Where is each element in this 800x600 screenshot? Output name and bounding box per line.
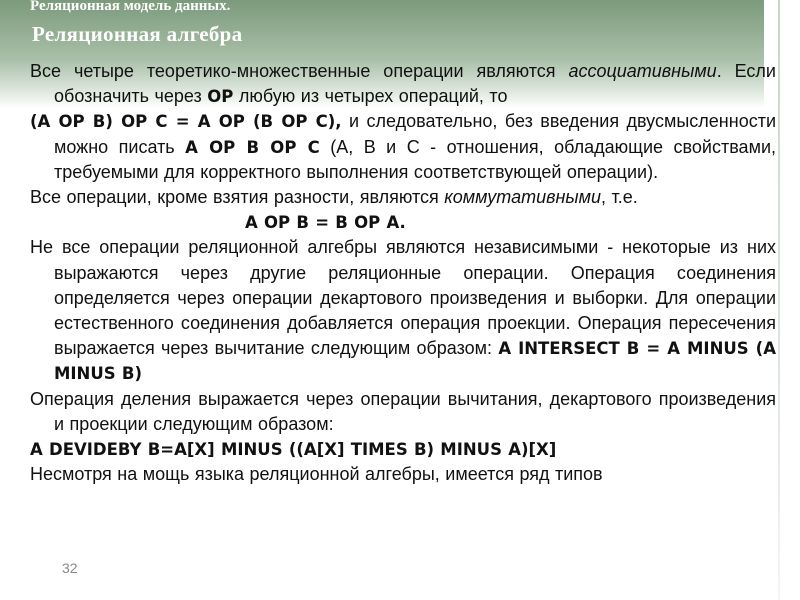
paragraph-associativity-formula bbox=[30, 109, 776, 185]
formula-associativity: (A OP B) OP C = A OP (B OP C), bbox=[30, 112, 342, 132]
slide-title: Реляционная алгебра bbox=[32, 22, 243, 46]
text-run: Все четыре теоретико-множественные операции являются bbox=[30, 61, 569, 81]
text-run: Все операции, кроме взятия разности, являются bbox=[30, 187, 445, 208]
formula-intersect: A INTERSECT B = A MINUS (A MINUS B) bbox=[54, 339, 776, 384]
slide-subtitle: Реляционная модель данных. bbox=[30, 0, 231, 14]
paragraph-associativity bbox=[30, 59, 776, 109]
text-run: Не все операции реляционной алгебры являются независимыми - некоторые из них выражаются через другие реляционные операции. Операция соединения определяется через операции декартового произведения и выборки. Для операции естественного соединения добавляется операция проекции. Операция пересечения выражается через вычитание следующим образом: bbox=[30, 237, 776, 359]
slide-body bbox=[30, 59, 776, 487]
text-run: Несмотря на мощь языка реляционной алгебры, имеется ряд типов bbox=[30, 464, 603, 485]
text-run: . Если обозначить через bbox=[54, 61, 776, 107]
op-symbol: OP bbox=[207, 87, 234, 107]
page-number: 32 bbox=[62, 560, 78, 576]
paragraph-independence bbox=[30, 235, 776, 386]
formula-commutativity bbox=[30, 210, 776, 235]
formula-chain: A OP B OP C bbox=[185, 137, 320, 157]
formula-division-text: A DEVIDEBY B=A[X] MINUS ((A[X] TIMES B) MINUS A)[X] bbox=[30, 440, 557, 460]
text-run: (A, B и C - отношения, обладающие свойствами, требуемыми для корректного выполнения соответствующей операции). bbox=[54, 136, 776, 182]
text-run: и следовательно, без введения двусмысленности можно писать bbox=[54, 111, 777, 157]
paragraph-commutativity bbox=[30, 185, 776, 210]
formula-division bbox=[30, 437, 776, 462]
text-run: , т.е. bbox=[601, 187, 638, 208]
term-commutative: коммутативными bbox=[444, 187, 601, 208]
paragraph-limitations bbox=[30, 462, 776, 487]
term-associative: ассоциативными bbox=[568, 61, 717, 81]
right-decorative-rule bbox=[778, 0, 780, 600]
formula-commutativity-text: A OP B = B OP A. bbox=[245, 213, 406, 233]
paragraph-division bbox=[30, 387, 776, 437]
text-run: Операция деления выражается через операции вычитания, декартового произведения и проекции следующим образом: bbox=[30, 388, 776, 434]
text-run: любую из четырех операций, то bbox=[233, 86, 508, 107]
